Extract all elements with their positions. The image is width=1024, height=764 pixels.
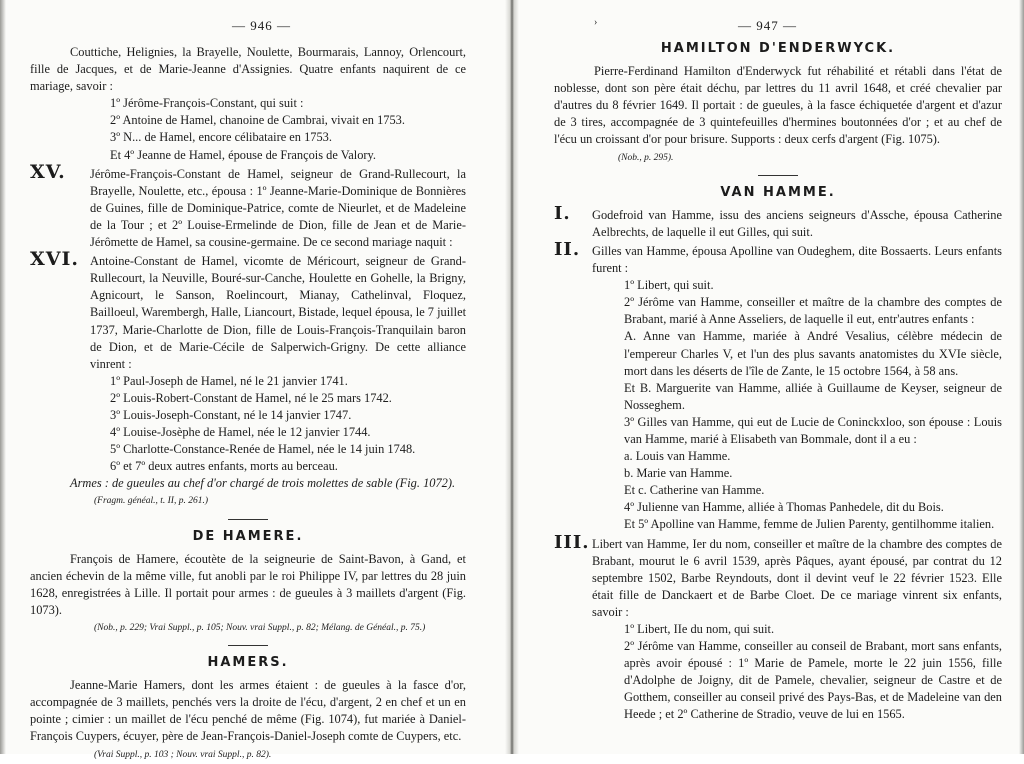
generation-ii [554,238,1002,277]
child-item: a. Louis van Hamme. [624,449,731,464]
child-item: 4º Julienne van Hamme, alliée à Thomas Panhedele, dit du Bois. [624,500,944,515]
child-item: 1º Libert, IIe du nom, qui suit. [624,622,775,636]
page-number-left: — 946 — [232,18,291,33]
child-item: Et 5º Apolline van Hamme, femme de Julien Parenty, gentilhomme italien. [624,517,995,532]
generation-i [554,202,1002,241]
section-heading-de-hamere: DE HAMERE. [192,528,304,544]
child-item: b. Marie van Hamme. [624,466,733,481]
left-page [0,0,512,760]
child-item: 4º Louise-Josèphe de Hamel, née le 12 janvier 1744. [110,425,371,440]
generation-xv [30,160,466,251]
page-marker: › [594,17,598,28]
section-heading-hamilton: HAMILTON D'ENDERWYCK. [660,41,896,56]
child-item: Et c. Catherine van Hamme. [624,483,765,498]
hamilton-paragraph: Pierre-Ferdinand Hamilton d'Enderwyck fut réhabilité et rétabli dans l'état de noblesse, dont son père était déchu, par lettres du 11 avril 1648, et créé chevalier par d'autres du 8 février 1649. Il portait : de gueules, à la fasce échiquetée d'argent et d'azur de 3 tires, accompagnée de 3 quintefeuilles d'hermines boutonnées d'or ; et au chef de l'écu un croissant d'or pour brisure. Supports : deux cerfs d'argent (Fig. 1075). [554,64,1002,147]
child-item: A. Anne van Hamme, mariée à André Vesalius, célèbre médecin de l'empereur Charles V, et l'un des plus savants anatomistes du XVIe siècle, mort dans les déserts de l'île de Zante, le 15 octobre 1564, à 58 ans. [624,329,1002,378]
source-reference: (Nob., p. 229; Vrai Suppl., p. 105; Nouv. vrai Suppl., p. 82; Mélang. de Généal., p. 75.) [94,623,426,633]
hamers-paragraph: Jeanne-Marie Hamers, dont les armes étaient : de gueules à la fasce d'or, accompagnée de 3 maillets, penchés vers la droite de l'écu, d'argent, 2 en chef et un en pointe ; cimier : un maillet de l'écu penché de même (Fig. 1074), fut mariée à Daniel-François Cuypers, écuyer, père de Jean-François-Daniel-Joseph comte de Cuypers, etc. [30,678,466,744]
child-item: 3º N... de Hamel, encore célibataire en 1753. [110,130,332,145]
generation-text: Antoine-Constant de Hamel, vicomte de Méricourt, seigneur de Grand-Rullecourt, la Neuville, Bouré-sur-Canche, Houlette en Gohelle, la Brigny, Agnicourt, le Sanson, Roelincourt, Mianay, Cathelinval, Floquez, Bailloeul, Warembergh, Halle, Liancourt, Bistade, lequel épousa, le 7 juillet 1737, Marie-Charlotte de Dion, fille de Louis-François-Tranquilain baron de Dion, et de Marie-Cécile de Salperwich-Grigny. De cette alliance vinrent : [90,254,467,371]
child-item: 2º Antoine de Hamel, chanoine de Cambrai, vivait en 1753. [110,113,405,128]
left-page-content [30,44,466,764]
hamere-paragraph: François de Hamere, écoutète de la seigneurie de Saint-Bavon, à Gand, et ancien échevin de la même ville, fut anobli par le roi Philippe IV, par lettres du 28 juin 1628, enregistrées à Lille. Il portait pour armes : de gueules à 3 maillets d'argent (Fig. 1073). [30,551,466,617]
page-number-right: — 947 — [738,18,797,33]
child-item: 3º Gilles van Hamme, qui eut de Lucie de Coninckxloo, son épouse : Louis van Hamme, marié à Elisabeth van Bommale, dont il a eu : [624,414,1002,446]
section-divider [758,175,798,176]
child-item: 1º Libert, qui suit. [624,278,714,293]
generation-text: Gilles van Hamme, épousa Apolline van Oudeghem, dite Bossaerts. Leurs enfants furent : [592,243,1002,276]
source-reference: (Vrai Suppl., p. 103 ; Nouv. vrai Suppl., p. 82). [94,749,272,760]
child-item: 2º Jérôme van Hamme, conseiller au conseil de Brabant, mort sans enfants, après avoir épousé : 1º Marie de Pamele, morte le 22 juin 1556, fille d'Adolphe de Joigny, dit de Pamele, chevalier, seigneur de Castre et de Gotthem, conseiller au conseil privé des Pays-Bas, et de Madeleine van den Heede ; et 2º Catherine de Stradio, veuve de lui en 1565. [624,639,1002,722]
section-heading-van-hamme: VAN HAMME. [720,184,836,200]
child-item: 6º et 7º deux autres enfants, morts au berceau. [110,459,338,474]
child-item: 5º Charlotte-Constance-Renée de Hamel, née le 14 juin 1748. [110,442,416,457]
armes-line: Armes : de gueules au chef d'or chargé de trois molettes de sable (Fig. 1072). [70,476,456,491]
generation-numeral: XV. [30,160,66,183]
child-item: Et 4º Jeanne de Hamel, épouse de François de Valory. [110,147,377,162]
child-item: 2º Jérôme van Hamme, conseiller et maître de la chambre des comptes de Brabant, marié à Anne Asseliers, de laquelle il eut, entr'autres enfants : [624,295,1002,327]
child-item: 1º Jérôme-François-Constant, qui suit : [110,96,304,111]
section-divider [228,519,268,520]
generation-numeral: III. [554,531,590,553]
generation-numeral: XVI. [30,248,79,271]
child-item: 3º Louis-Joseph-Constant, né le 14 janvier 1747. [110,407,352,422]
generation-iii [554,531,1002,621]
source-reference: (Nob., p. 295). [618,152,674,163]
generation-numeral: II. [554,238,581,260]
intro-paragraph: Couttiche, Helignies, la Brayelle, Noulette, Bourmarais, Lannoy, Orlencourt, fille de Jacques, et de Marie-Jeanne d'Assignies. Quatre enfants naquirent de ce mariage, savoir : [30,45,466,94]
right-page [516,0,1024,754]
generation-text: Jérôme-François-Constant de Hamel, seigneur de Grand-Rullecourt, la Brayelle, Noulette, etc., épousa : 1º Jeanne-Marie-Dominique de Bonnières de Guines, fille de Dominique-Patrice, comte de Nieurlet, et de Madeleine de la Tour ; et 2º Louise-Ermelinde de Dion, fille de Jean et de Marie-Jérômette de Hamel, sa cousine-germaine. De ce second mariage naquit : [90,166,466,250]
generation-numeral: I. [554,202,571,224]
generation-text: Godefroid van Hamme, issu des anciens seigneurs d'Assche, épousa Catherine Aelbrechts, de laquelle il eut Gilles, qui suit. [592,207,1002,239]
section-divider [228,645,268,646]
child-item: 2º Louis-Robert-Constant de Hamel, né le 25 mars 1742. [110,390,392,405]
right-page-content [554,40,1002,724]
source-reference: (Fragm. généal., t. II, p. 261.) [94,496,208,507]
generation-text: Libert van Hamme, Ier du nom, conseiller et maître de la chambre des comptes de Brabant, mourut le 6 avril 1539, après Pâques, ayant épousé, par contrat du 12 septembre 1502, Barbe Reyndouts, dont il devint veuf le 22 février 1523. Elle était fille de Danckaert et de Barbe Cloet. De ce mariage vinrent six enfants, savoir : [592,536,1002,619]
generation-xvi [30,248,467,373]
section-heading-hamers: HAMERS. [207,655,289,671]
child-item: 1º Paul-Joseph de Hamel, né le 21 janvier 1741. [110,373,348,388]
child-item: Et B. Marguerite van Hamme, alliée à Guillaume de Keyser, seigneur de Nosseghem. [624,380,1002,412]
